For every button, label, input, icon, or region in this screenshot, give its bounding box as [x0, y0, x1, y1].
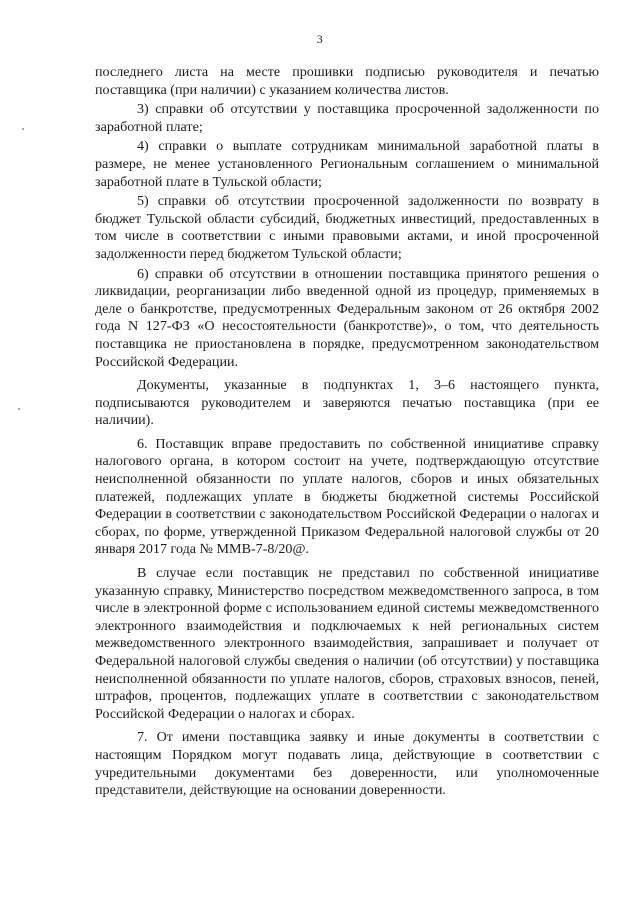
scan-speck: [22, 128, 24, 130]
paragraph-item-6: 6) справки об отсутствии в отношении поставщика принятого решения о ликвидации, реорганизации либо введенной одной из процедур, применяемых в деле о банкротстве, предусмотренных Федеральным законом от 26 октября 2002 года N 127-ФЗ «О несостоятельности (банкротстве)», о том, что деятельность поставщика не приостановлена в порядке, предусмотренном законодательством Российской Федерации.: [95, 265, 599, 370]
paragraph-documents-note: Документы, указанные в подпунктах 1, 3–6 настоящего пункта, подписываются руководителем и заверяются печатью поставщика (при ее наличии).: [95, 377, 599, 429]
paragraph-continuation: последнего листа на месте прошивки подписью руководителя и печатью поставщика (при наличии) с указанием количества листов.: [95, 64, 599, 98]
paragraph-item-4: 4) справки о выплате сотрудникам минимальной заработной платы в размере, не менее установленного Региональным соглашением о минимальной заработной плате в Тульской области;: [95, 138, 599, 190]
paragraph-item-3: 3) справки об отсутствии у поставщика просроченной задолженности по заработной плате;: [95, 101, 599, 135]
paragraph-interagency-request: В случае если поставщик не представил по собственной инициативе указанную справку, Министерство посредством межведомственного запроса, в том числе в электронной форме с использованием единой системы межведомственного электронного взаимодействия и подключаемых к ней региональных систем межведомственного электронного взаимодействия, запрашивает и получает от Федеральной налоговой службы сведения о наличии (об отсутствии) у поставщика неисполненной обязанности по уплате налогов, сборов, страховых взносов, пеней, штрафов, процентов, подлежащих уплате в соответствии с законодательством Российской Федерации о налогах и сборах.: [95, 565, 599, 722]
page-number: 3: [316, 32, 324, 46]
paragraph-point-7: 7. От имени поставщика заявку и иные документы в соответствии с настоящим Порядком могут подавать лица, действующие в соответствии с учредительными документами без доверенности, или уполномоченные представители, действующие на основании доверенности.: [95, 729, 599, 799]
document-body: [95, 64, 599, 800]
paragraph-point-6: 6. Поставщик вправе предоставить по собственной инициативе справку налогового органа, в котором состоит на учете, подтверждающую отсутствие неисполненной обязанности по уплате налогов, сборов и иных обязательных платежей, подлежащих уплате в бюджеты бюджетной системы Российской Федерации в соответствии с законодательством Российской Федерации о налогах и сборах, по форме, утвержденной Приказом Федеральной налоговой службы от 20 января 2017 года № ММВ-7-8/20@.: [95, 435, 599, 558]
paragraph-item-5: 5) справки об отсутствии просроченной задолженности по возврату в бюджет Тульской области субсидий, бюджетных инвестиций, предоставленных в том числе в соответствии с иными правовыми актами, и иной просроченной задолженности перед бюджетом Тульской области;: [95, 193, 599, 262]
scan-speck: [18, 408, 20, 410]
